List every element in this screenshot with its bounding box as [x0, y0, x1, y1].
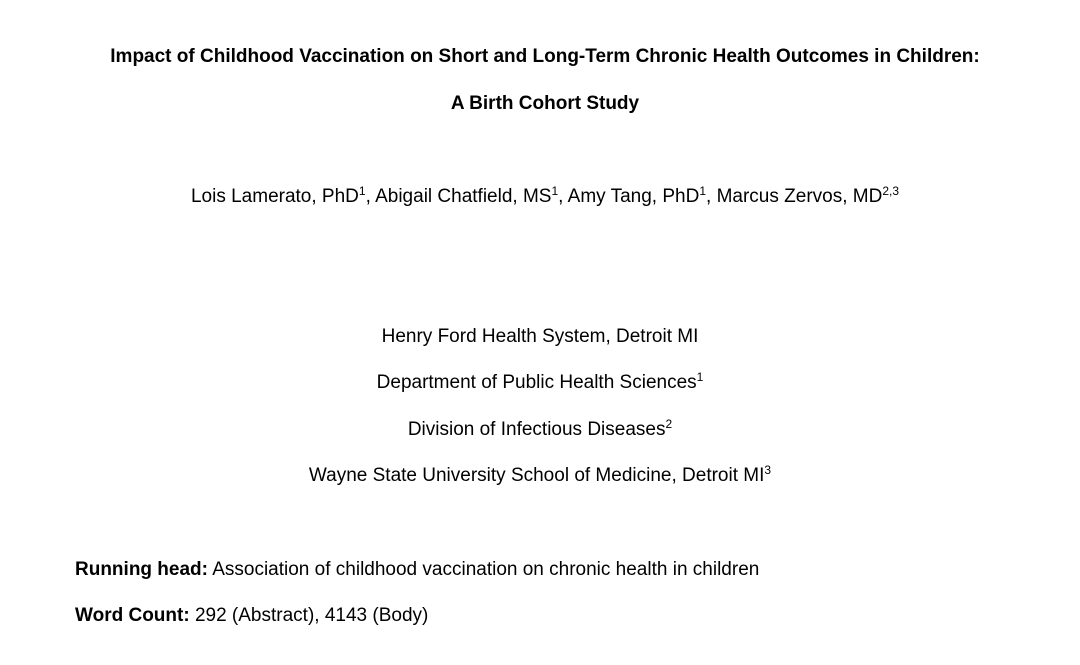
- affiliation-marker: 3: [764, 463, 772, 477]
- author-2: [375, 186, 558, 207]
- author-separator: ,: [706, 186, 717, 207]
- affiliation-3: [0, 419, 1080, 441]
- affiliation-marker: 2: [665, 417, 673, 431]
- affiliation-text: Division of Infectious Diseases: [407, 419, 666, 440]
- running-head-value: Association of childhood vaccination on chronic health in children: [207, 559, 760, 580]
- word-count-value: 292 (Abstract), 4143 (Body): [189, 605, 429, 626]
- author-name: Abigail Chatfield, MS: [375, 186, 552, 207]
- author-name: Lois Lamerato, PhD: [190, 186, 359, 207]
- author-name: Amy Tang, PhD: [567, 186, 700, 207]
- author-affiliation-marker: 2,3: [882, 184, 900, 198]
- author-separator: ,: [558, 186, 568, 207]
- author-affiliation-marker: 1: [551, 184, 559, 198]
- affiliation-1: [0, 326, 1080, 348]
- affiliation-marker: 1: [696, 370, 704, 384]
- author-3: [568, 186, 706, 207]
- word-count: [75, 605, 428, 627]
- affiliation-2: [0, 372, 1080, 394]
- affiliation-text: Wayne State University School of Medicine, Detroit MI: [308, 465, 765, 486]
- author-list: [5, 186, 1080, 208]
- author-1: [191, 186, 366, 207]
- running-head: [75, 559, 759, 581]
- author-separator: ,: [365, 186, 376, 207]
- author-name: Marcus Zervos, MD: [716, 186, 883, 207]
- author-affiliation-marker: 1: [358, 184, 366, 198]
- author-affiliation-marker: 1: [699, 184, 707, 198]
- word-count-label: Word Count:: [75, 605, 190, 626]
- affiliation-text: Henry Ford Health System, Detroit MI: [381, 326, 699, 347]
- title-line-2: A Birth Cohort Study: [450, 93, 640, 114]
- running-head-label: Running head:: [75, 559, 208, 580]
- affiliation-4: [0, 465, 1080, 487]
- affiliation-text: Department of Public Health Sciences: [376, 372, 697, 393]
- author-4: [717, 186, 899, 207]
- title-line-1: Impact of Childhood Vaccination on Short and Long-Term Chronic Health Outcomes in Children:: [110, 46, 980, 67]
